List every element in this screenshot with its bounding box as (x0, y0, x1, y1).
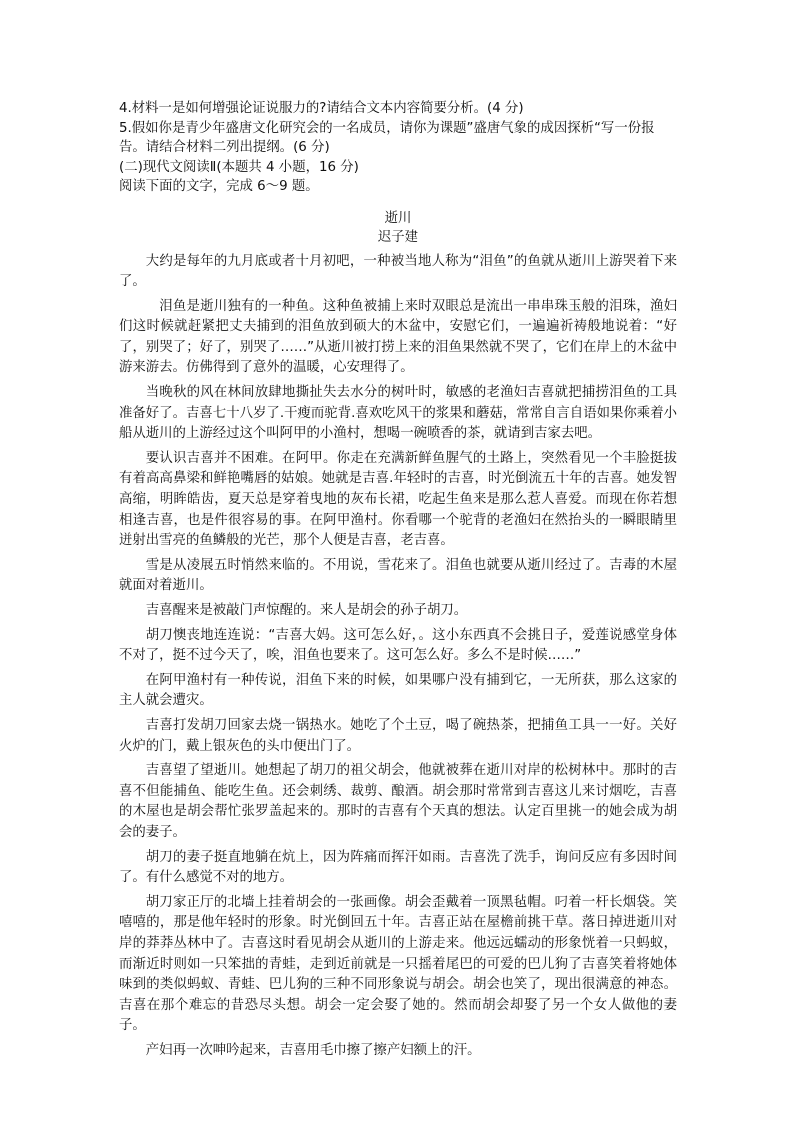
section-instruction: 阅读下面的文字，完成 6～9 题。 (119, 179, 319, 194)
question-5: 5.假如你是青少年盛唐文化研究会的一名成员，请你为课题”盛唐气象的成因探析“写一份报告。请结合材料二列出提纲。(6 分) (119, 120, 655, 155)
paragraph: 吉喜醒来是被敲门声惊醒的。来人是胡会的孙子胡刀。 (145, 603, 468, 618)
section-heading: (二)现代文阅读Ⅱ(本题共 4 小题，16 分) (119, 159, 359, 175)
paragraph: 吉喜打发胡刀回家去烧一锅热水。她吃了个土豆，喝了碗热茶，把捕鱼工具一一好。关好火炉的门，戴上银灰色的头巾便出门了。 (119, 717, 677, 754)
document-page (119, 99, 677, 1065)
paragraph: 要认识吉喜并不困难。在阿甲。你走在充满新鲜鱼腥气的土路上，突然看见一个丰脸挺拔有着高高鼻梁和鲜艳嘴唇的姑娘。她就是吉喜.年轻时的吉喜，时光倒流五十年的吉喜。她发智高缩，明眸皓齿，夏天总是穿着曳地的灰布长裙，吃起生鱼来是那么惹人喜爱。而现在你若想相逢吉喜，也是件很容易的事。在阿甲渔村。你看哪一个驼背的老渔妇在然抬头的一瞬眼睛里迸射出雪亮的鱼鳞般的光芒，那个人便是吉喜，老吉喜。 (119, 450, 677, 549)
paragraph: 泪鱼是逝川独有的一种鱼。这种鱼被捕上来时双眼总是流出一串串珠玉般的泪珠，渔妇们这时候就赶紧把丈夫捕到的泪鱼放到硕大的木盆中，安慰它们，一遍遍祈祷般地说着：“好了，别哭了；好了，别哭了……”从逝川被打捞上来的泪鱼果然就不哭了，它们在岸上的木盆中游来游去。仿佛得到了意外的温暖，心安理得了。 (119, 298, 677, 376)
paragraph: 当晚秋的风在林间放肆地撕扯失去水分的树叶时，敏感的老渔妇吉喜就把捕捞泪鱼的工具准备好了。吉喜七十八岁了.干瘦而驼背.喜欢吃风干的浆果和蘑菇，常常自言自语如果你乘着小船从逝川的上游经过这个叫阿甲的小渔村，想喝一碗喷香的茶，就请到吉家去吧。 (119, 385, 677, 442)
paragraph: 大约是每年的九月底或者十月初吧，一种被当地人称为“泪鱼”的鱼就从逝川上游哭着下来了。 (119, 253, 677, 290)
paragraph: 雪是从凌展五时悄然来临的。不用说，雪花来了。泪鱼也就要从逝川经过了。吉毒的木屋就面对着逝川。 (119, 557, 677, 594)
article-title: 逝川 (384, 210, 412, 226)
article-author: 迟子建 (377, 230, 419, 245)
paragraph: 胡刀懊丧地连连说：“吉喜大妈。这可怎么好，。这小东西真不会挑日子，爱莲说感堂身体不对了，挺不过今天了，唉，泪鱼也要来了。这可怎么好。多么不是时候……” (119, 627, 677, 664)
paragraph: 胡刀的妻子挺直地躺在炕上，因为阵痛而挥汗如雨。吉喜洗了洗手，询问反应有多因时间了。有什么感觉不对的地方。 (119, 849, 677, 886)
paragraph: 在阿甲渔村有一种传说，泪鱼下来的时候，如果哪户没有捕到它，一无所获，那么这家的主人就会遭灾。 (119, 672, 677, 709)
question-4: 4.材料一是如何增强论证说服力的?请结合文本内容简要分析。(4 分) (119, 101, 524, 116)
paragraph: 吉喜望了望逝川。她想起了胡刀的祖父胡会，他就被葬在逝川对岸的松树林中。那时的吉喜不但能捕鱼、能吃生鱼。还会刺绣、裁剪、酿酒。胡会那时常常到吉喜这儿来讨烟吃，吉喜的木屋也是胡会帮忙张罗盖起来的。那时的吉喜有个天真的想法。认定百里挑一的她会成为胡会的妻子。 (119, 763, 677, 840)
paragraph: 产妇再一次呻吟起来，吉喜用毛巾擦了擦产妇额上的汗。 (145, 1042, 481, 1058)
paragraph: 胡刀家正厅的北墙上挂着胡会的一张画像。胡会歪戴着一顶黑毡帽。叼着一杆长烟袋。笑嘻嘻的，那是他年轻时的形象。时光倒回五十年。吉喜正站在屋檐前挑干草。落日掉进逝川对岸的莽莽丛林中了。吉喜这时看见胡会从逝川的上游走来。他远远蠕动的形象恍着一只蚂蚁，而渐近时则如一只笨拙的青蛙，走到近前就是一只摇着尾巴的可爱的巴儿狗了吉喜笑着将她体味到的类似蚂蚁、青蛙、巴儿狗的三种不同形象说与胡会。胡会也笑了，现出很满意的神态。吉喜在那个难忘的昔恐尽头想。胡会一定会娶了她的。然而胡会却娶了另一个女人做他的妻子。 (119, 894, 677, 1034)
